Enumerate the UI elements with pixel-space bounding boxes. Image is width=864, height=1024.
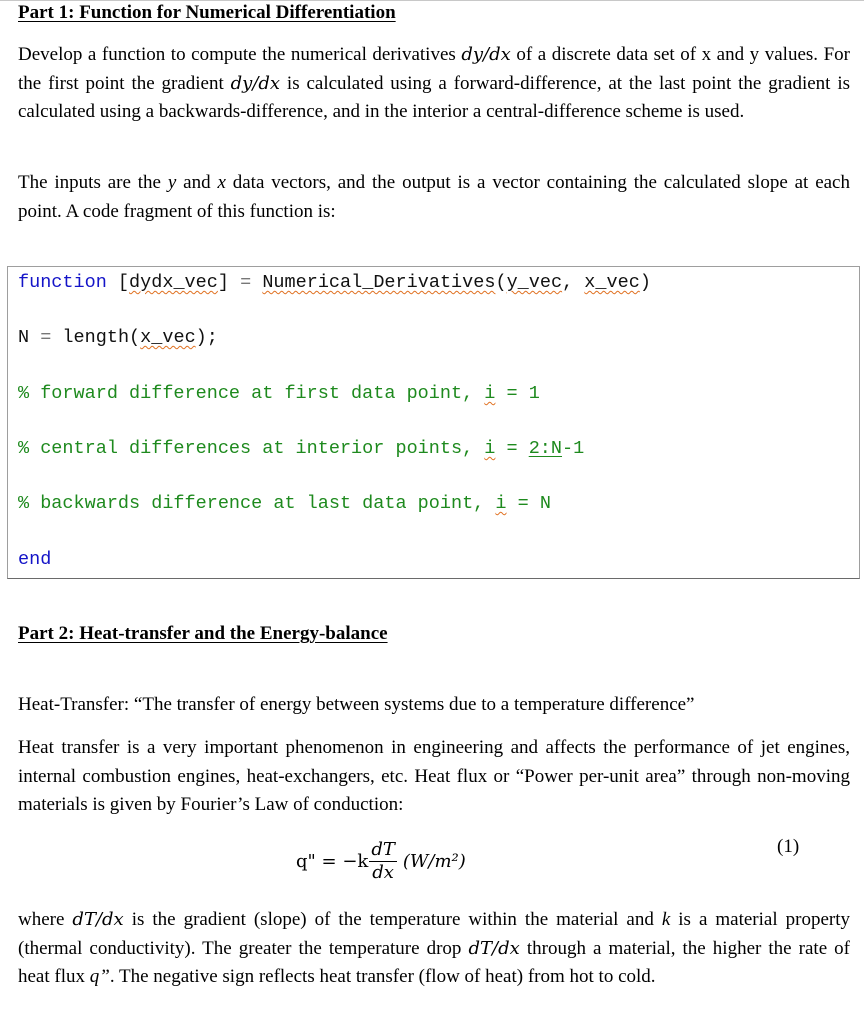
comment-backward-index: i <box>495 493 507 514</box>
explanation-text-2: is the gradient (slope) of the temperature within the material and <box>123 909 662 930</box>
code-fragment-box <box>7 266 860 579</box>
intro-text-1: Develop a function to compute the numerical derivatives <box>18 44 462 65</box>
heat-transfer-definition: Heat-Transfer: “The transfer of energy between systems due to a temperature difference” <box>18 694 695 715</box>
code-length-arg: x_vec <box>140 327 196 348</box>
code-equals: = <box>240 272 252 293</box>
inputs-text-3: data vectors, and the output is a vector containing the calculated slope at each point. A code fragment of this function is: <box>18 172 850 222</box>
explanation-text-3: is a material property (thermal conductivity). The greater the temperature drop <box>18 909 850 959</box>
equation-numerator: dT <box>371 839 395 860</box>
fourier-law-equation <box>296 840 466 883</box>
code-line-end: ); <box>195 327 218 348</box>
part1-title: Part 1: Function for Numerical Differentiation <box>18 2 396 23</box>
explanation-math-dtdx-1: dT/dx <box>72 909 124 930</box>
explanation-math-dtdx-2: dT/dx <box>468 937 520 959</box>
comment-forward-value: 1 <box>528 383 540 404</box>
equation-number: (1) <box>777 836 800 857</box>
comment-central-range-tail: -1 <box>562 438 585 459</box>
code-comment-backward <box>18 493 551 514</box>
code-arg-x-vec: x_vec <box>584 272 640 293</box>
explanation-math-q: q” <box>89 966 110 987</box>
code-comment-forward <box>18 383 540 404</box>
explanation-text-5: . The negative sign reflects heat transfer (flow of heat) from hot to cold. <box>109 966 656 987</box>
comment-backward-value: N <box>539 493 551 514</box>
explanation-math-k: k <box>661 909 671 930</box>
equation-units: (W/m²) <box>402 851 466 872</box>
inputs-y-var: y <box>167 172 177 193</box>
inputs-text-2: and <box>176 172 218 193</box>
part1-intro-paragraph <box>18 41 850 127</box>
code-bracket-open: [ <box>106 272 130 293</box>
part2-title: Part 2: Heat-transfer and the Energy-balance <box>18 623 388 644</box>
comment-central-equals: = <box>495 438 529 459</box>
code-paren-close: ) <box>639 272 651 293</box>
intro-text-2: of a discrete data set of x and y values. For the first point the gradient <box>18 44 850 94</box>
intro-text-3: is calculated using a forward-difference, at the last point the gradient is calculated using a backwards-difference, and in the interior a central-difference scheme is used. <box>18 72 850 122</box>
code-output-var: dydx_vec <box>129 272 218 293</box>
code-keyword-function: function <box>18 272 107 293</box>
comment-backward-text: % backwards difference at last data point, <box>18 493 496 514</box>
inputs-x-var: x <box>217 172 226 193</box>
code-line-function <box>18 272 651 293</box>
heat-transfer-importance-paragraph: Heat transfer is a very important phenomenon in engineering and affects the performance of jet engines, internal combustion engines, heat-exchangers, etc. Heat flux or “Power per-unit area” through non-moving materials is given by Fourier’s Law of conduction: <box>18 737 850 815</box>
top-divider <box>0 0 864 1</box>
comment-central-text: % central differences at interior points, <box>18 438 485 459</box>
code-length-call: length( <box>51 327 141 348</box>
code-comma: , <box>562 272 585 293</box>
comment-forward-text: % forward difference at first data point, <box>18 383 485 404</box>
code-bracket-close: ] <box>217 272 241 293</box>
equation-fraction <box>369 840 397 883</box>
comment-forward-equals: = <box>495 383 529 404</box>
code-line-length <box>18 327 218 348</box>
comment-central-index: i <box>484 438 496 459</box>
inputs-text-1: The inputs are the <box>18 172 168 193</box>
equation-denominator: dx <box>372 862 394 883</box>
part1-inputs-paragraph <box>18 169 850 226</box>
intro-math-dydx-2: dy/dx <box>230 72 281 94</box>
code-function-name: Numerical_Derivatives <box>262 272 496 293</box>
code-var-n: N <box>18 327 41 348</box>
explanation-text-4: through a material, the higher the rate of heat flux <box>18 937 851 987</box>
explanation-text-1: where <box>18 909 73 930</box>
code-arg-y-vec: y_vec <box>506 272 563 293</box>
comment-central-range: 2:N <box>528 438 563 459</box>
intro-math-dydx-1: dy/dx <box>461 44 511 65</box>
equation-lhs: q" = −k <box>296 851 369 872</box>
code-space <box>251 272 262 293</box>
comment-forward-index: i <box>484 383 496 404</box>
code-comment-central <box>18 438 584 459</box>
comment-backward-equals: = <box>506 493 540 514</box>
code-keyword-end: end <box>18 549 52 570</box>
code-paren-open: ( <box>495 272 507 293</box>
heat-flux-explanation-paragraph <box>18 906 850 992</box>
code-equals-2: = <box>40 327 52 348</box>
